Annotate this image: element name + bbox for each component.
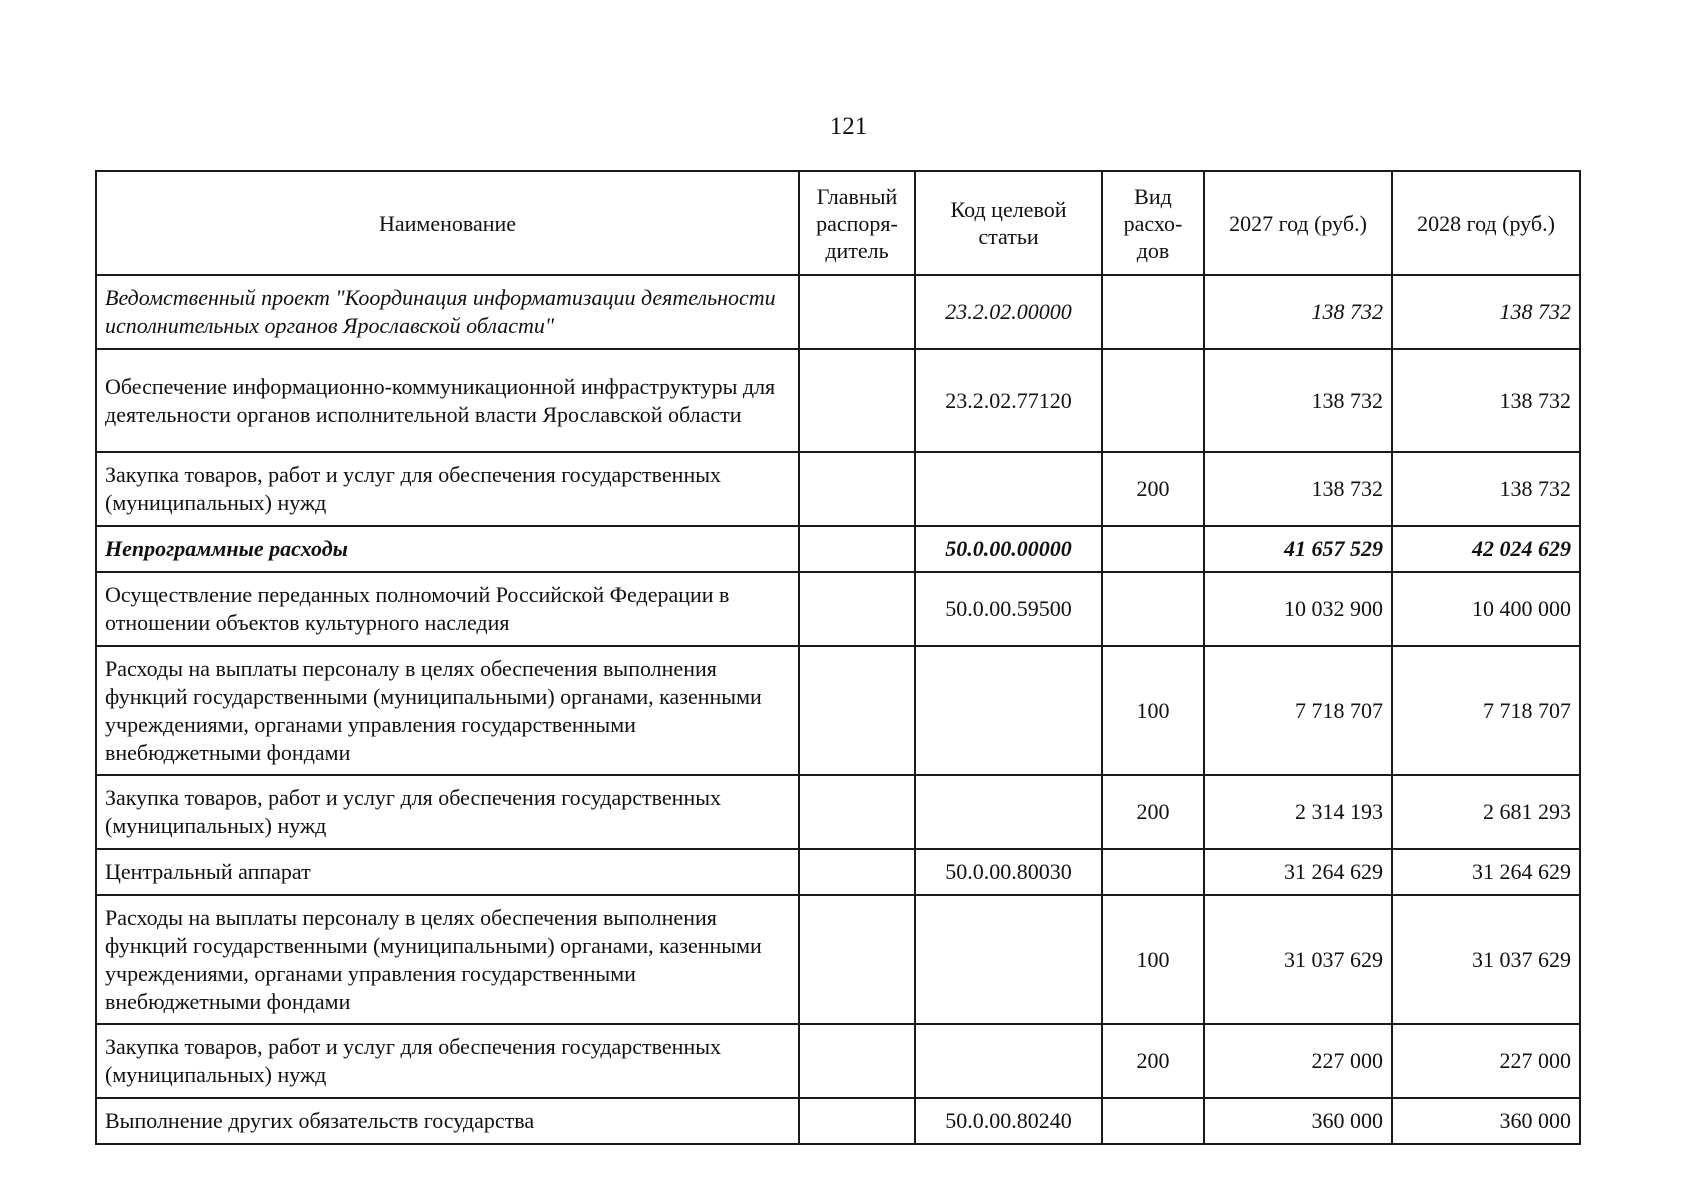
cell-2028: 2 681 293 — [1392, 775, 1580, 849]
cell-2027: 31 037 629 — [1204, 895, 1392, 1024]
cell-type — [1102, 275, 1204, 349]
cell-2027: 2 314 193 — [1204, 775, 1392, 849]
cell-type: 100 — [1102, 895, 1204, 1024]
cell-2027: 10 032 900 — [1204, 572, 1392, 646]
table-row — [96, 275, 1580, 349]
cell-manager — [799, 895, 915, 1024]
cell-name: Непрограммные расходы — [96, 526, 799, 572]
cell-type: 200 — [1102, 1024, 1204, 1098]
cell-2027: 138 732 — [1204, 452, 1392, 526]
table-row — [96, 775, 1580, 849]
cell-code — [915, 895, 1102, 1024]
cell-name: Закупка товаров, работ и услуг для обеспечения государственных (муниципальных) нужд — [96, 1024, 799, 1098]
cell-manager — [799, 1024, 915, 1098]
header-name: Наименование — [96, 171, 799, 275]
cell-2027: 41 657 529 — [1204, 526, 1392, 572]
cell-2028: 10 400 000 — [1392, 572, 1580, 646]
cell-type: 100 — [1102, 646, 1204, 775]
cell-2027: 227 000 — [1204, 1024, 1392, 1098]
table-row — [96, 849, 1580, 895]
cell-manager — [799, 1098, 915, 1144]
cell-2028: 7 718 707 — [1392, 646, 1580, 775]
cell-2028: 138 732 — [1392, 452, 1580, 526]
header-manager: Главный распоря-дитель — [799, 171, 915, 275]
cell-name: Центральный аппарат — [96, 849, 799, 895]
cell-type — [1102, 1098, 1204, 1144]
cell-type — [1102, 572, 1204, 646]
cell-code: 23.2.02.00000 — [915, 275, 1102, 349]
cell-2028: 227 000 — [1392, 1024, 1580, 1098]
cell-2028: 31 264 629 — [1392, 849, 1580, 895]
table-row — [96, 895, 1580, 1024]
cell-name: Расходы на выплаты персоналу в целях обеспечения выполнения функций государственными (муниципальными) органами, казенными учреждениями, органами управления государственными внебюджетными фондами — [96, 646, 799, 775]
cell-2027: 31 264 629 — [1204, 849, 1392, 895]
cell-name: Обеспечение информационно-коммуникационной инфраструктуры для деятельности органов исполнительной власти Ярославской области — [96, 349, 799, 452]
cell-type — [1102, 349, 1204, 452]
cell-type: 200 — [1102, 452, 1204, 526]
cell-code: 50.0.00.80030 — [915, 849, 1102, 895]
header-type: Вид расхо-дов — [1102, 171, 1204, 275]
page-number: 121 — [829, 113, 868, 140]
cell-2028: 138 732 — [1392, 275, 1580, 349]
cell-type — [1102, 849, 1204, 895]
cell-2027: 138 732 — [1204, 275, 1392, 349]
cell-name: Выполнение других обязательств государства — [96, 1098, 799, 1144]
cell-name: Осуществление переданных полномочий Российской Федерации в отношении объектов культурного наследия — [96, 572, 799, 646]
cell-2027: 7 718 707 — [1204, 646, 1392, 775]
cell-manager — [799, 572, 915, 646]
cell-code: 50.0.00.59500 — [915, 572, 1102, 646]
cell-2028: 360 000 — [1392, 1098, 1580, 1144]
cell-type: 200 — [1102, 775, 1204, 849]
cell-name: Расходы на выплаты персоналу в целях обеспечения выполнения функций государственными (муниципальными) органами, казенными учреждениями, органами управления государственными внебюджетными фондами — [96, 895, 799, 1024]
cell-2027: 360 000 — [1204, 1098, 1392, 1144]
table-row — [96, 1024, 1580, 1098]
table-row — [96, 646, 1580, 775]
cell-code: 50.0.00.80240 — [915, 1098, 1102, 1144]
cell-name: Закупка товаров, работ и услуг для обеспечения государственных (муниципальных) нужд — [96, 775, 799, 849]
cell-2028: 31 037 629 — [1392, 895, 1580, 1024]
cell-manager — [799, 452, 915, 526]
header-2028: 2028 год (руб.) — [1392, 171, 1580, 275]
cell-code — [915, 775, 1102, 849]
cell-manager — [799, 275, 915, 349]
table-row — [96, 572, 1580, 646]
cell-2027: 138 732 — [1204, 349, 1392, 452]
cell-2028: 42 024 629 — [1392, 526, 1580, 572]
table-row — [96, 1098, 1580, 1144]
header-code: Код целевой статьи — [915, 171, 1102, 275]
cell-type — [1102, 526, 1204, 572]
table-row — [96, 452, 1580, 526]
cell-name: Закупка товаров, работ и услуг для обеспечения государственных (муниципальных) нужд — [96, 452, 799, 526]
cell-code — [915, 452, 1102, 526]
cell-code: 50.0.00.00000 — [915, 526, 1102, 572]
cell-code — [915, 646, 1102, 775]
cell-manager — [799, 646, 915, 775]
cell-manager — [799, 349, 915, 452]
cell-name: Ведомственный проект "Координация информатизации деятельности исполнительных органов Ярославской области" — [96, 275, 799, 349]
cell-manager — [799, 849, 915, 895]
cell-manager — [799, 775, 915, 849]
cell-code — [915, 1024, 1102, 1098]
cell-code: 23.2.02.77120 — [915, 349, 1102, 452]
header-2027: 2027 год (руб.) — [1204, 171, 1392, 275]
table-row — [96, 526, 1580, 572]
budget-table — [95, 170, 1581, 1145]
table-header-row — [96, 171, 1580, 275]
table-row — [96, 349, 1580, 452]
cell-manager — [799, 526, 915, 572]
cell-2028: 138 732 — [1392, 349, 1580, 452]
